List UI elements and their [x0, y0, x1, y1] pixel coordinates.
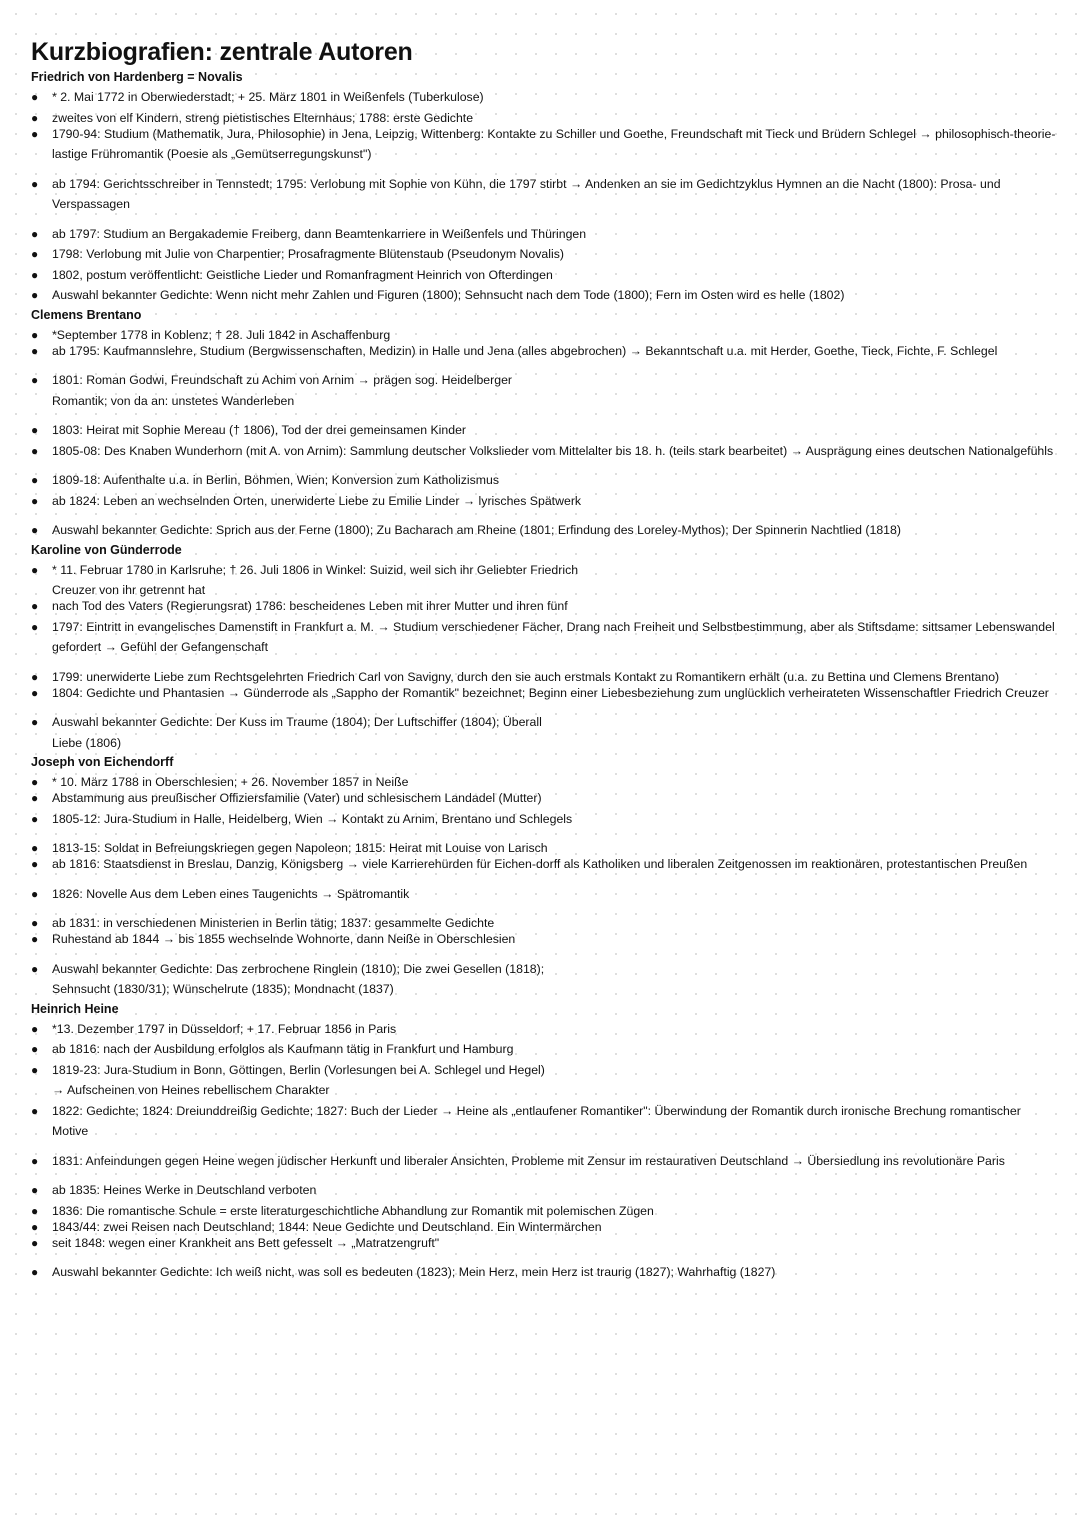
- list-item-text: 1803: Heirat mit Sophie Mereau († 1806), Tod der drei gemeinsamen Kinder: [52, 423, 466, 437]
- bullet-icon: ●: [31, 857, 39, 871]
- list-item-text: seit 1848: wegen einer Krankheit ans Bett gefesselt → „Matratzengruft": [52, 1235, 440, 1250]
- bullet-icon: ●: [31, 791, 39, 805]
- bullet-icon: ●: [31, 1062, 39, 1077]
- list-item: [31, 1180, 1056, 1201]
- list-item: [31, 1080, 1056, 1101]
- list-item: [31, 1262, 1056, 1283]
- bullet-icon: ●: [31, 1203, 39, 1218]
- list-item-text: *September 1778 in Koblenz; † 28. Juli 1842 in Aschaffenburg: [52, 327, 391, 342]
- bullet-icon: ●: [31, 443, 39, 458]
- list-item-text: ab 1794: Gerichtsschreiber in Tennstedt; 1795: Verlobung mit Sophie von Kühn, die 1797 stirbt → Andenken an sie im Gedichtzyklus Hymnen an die Nacht (1800): Prosa- und Verspassagen: [52, 176, 1001, 211]
- list-item: [31, 884, 1056, 905]
- list-item: [31, 733, 1056, 754]
- list-item-text: → Aufscheinen von Heines rebellischem Charakter: [52, 1083, 330, 1097]
- bullet-icon: ●: [31, 685, 39, 700]
- list-item: [31, 1151, 1056, 1172]
- list-item: [31, 370, 1056, 391]
- list-item-text: 1805-08: Des Knaben Wunderhorn (mit A. von Arnim): Sammlung deutscher Volkslieder vom Mittelalter bis 18. h. (teils stark bearbeitet) → Ausprägung eines deutschen Nationalgefühls: [52, 443, 1054, 458]
- list-item-text: Romantik; von da an: unstetes Wanderleben: [52, 393, 295, 408]
- author-heading: Friedrich von Hardenberg = Novalis: [31, 70, 243, 84]
- list-item: [31, 265, 1056, 286]
- bullet-icon: ●: [31, 886, 39, 901]
- list-item-text: Creuzer von ihr getrennt hat: [52, 583, 206, 597]
- bullet-icon: ●: [31, 1021, 39, 1036]
- list-item-text: * 11. Februar 1780 in Karlsruhe; † 26. Juli 1806 in Winkel: Suizid, weil sich ihr Geliebter Friedrich: [52, 562, 579, 577]
- biography-list: [31, 325, 1056, 541]
- bullet-icon: ●: [31, 288, 39, 302]
- list-item-text: 1790-94: Studium (Mathematik, Jura, Philosophie) in Jena, Leipzig, Wittenberg: Kontakte zu Schiller und Goethe, Freundschaft mit Tieck und Brüdern Schlegel → philosophisch-theorie-lastige Frühromantik (Poesie als „Gemütserregungskunst"): [52, 126, 1056, 161]
- list-item-text: ab 1831: in verschiedenen Ministerien in Berlin tätig; 1837: gesammelte Gedichte: [52, 916, 495, 930]
- list-item: [31, 285, 1056, 306]
- bullet-icon: ●: [31, 775, 39, 789]
- list-item: [31, 979, 1056, 1000]
- list-item-text: * 2. Mai 1772 in Oberwiederstadt; + 25. März 1801 in Weißenfels (Tuberkulose): [52, 90, 484, 104]
- list-item-text: Auswahl bekannter Gedichte: Sprich aus der Ferne (1800); Zu Bacharach am Rheine (1801; Erfindung des Loreley-Mythos); Der Spinnerin Nachtlied (1818): [52, 523, 901, 537]
- list-item: [31, 1060, 1056, 1081]
- bullet-icon: ●: [31, 90, 39, 104]
- author-heading: Joseph von Eichendorff: [31, 755, 174, 769]
- bullet-icon: ●: [31, 110, 39, 125]
- bullet-icon: ●: [31, 669, 39, 684]
- list-item-text: 1804: Gedichte und Phantasien → Günderrode als „Sappho der Romantik" bezeichnet; Beginn einer Liebesbeziehung zum unglücklich verheirateten Wissenschaftler Friedrich Creuzer: [52, 685, 1049, 700]
- bullet-icon: ●: [31, 562, 39, 577]
- list-item-text: 1809-18: Aufenthalte u.a. in Berlin, Böhmen, Wien; Konversion zum Katholizismus: [52, 473, 500, 487]
- bullet-icon: ●: [31, 1265, 39, 1279]
- list-item: [31, 1233, 1056, 1254]
- bullet-icon: ●: [31, 267, 39, 282]
- bullet-icon: ●: [31, 715, 39, 729]
- list-item-text: ab 1797: Studium an Bergakademie Freiberg, dann Beamtenkarriere in Weißenfels und Thüringen: [52, 226, 587, 241]
- list-item-text: ab 1816: nach der Ausbildung erfolglos als Kaufmann tätig in Frankfurt und Hamburg: [52, 1042, 514, 1056]
- list-item-text: 1798: Verlobung mit Julie von Charpentier; Prosafragmente Blütenstaub (Pseudonym Novalis): [52, 247, 564, 261]
- list-item: [31, 854, 1056, 875]
- list-item: [31, 959, 1056, 980]
- list-item: [31, 1019, 1056, 1040]
- biography-list: [31, 1019, 1056, 1283]
- list-item-text: Auswahl bekannter Gedichte: Das zerbrochene Ringlein (1810); Die zwei Gesellen (1818);: [52, 961, 545, 976]
- list-item-text: Auswahl bekannter Gedichte: Ich weiß nicht, was soll es bedeuten (1823); Mein Herz, mein Herz ist traurig (1827); Wahrhaftig (1827): [52, 1265, 776, 1279]
- biography-list: [31, 87, 1056, 306]
- list-item-text: zweites von elf Kindern, streng pietistisches Elternhaus; 1788: erste Gedichte: [52, 110, 474, 125]
- list-item: [31, 617, 1056, 658]
- bullet-icon: ●: [31, 126, 39, 141]
- list-item-text: Abstammung aus preußischer Offiziersfamilie (Vater) und schlesischem Landadel (Mutter): [52, 791, 542, 805]
- bullet-icon: ●: [31, 932, 39, 946]
- list-item-text: ab 1824: Leben an wechselnden Orten, unerwiderte Liebe zu Emilie Linder → lyrisches Spätwerk: [52, 493, 582, 508]
- list-item: [31, 174, 1056, 215]
- list-item-text: 1797: Eintritt in evangelisches Damenstift in Frankfurt a. M. → Studium verschiedener Fächer, Drang nach Freiheit und Selbstbestimmung, aber als Stiftsdame: sittsamer Lebenswandel gefordert → Gefühl der Gefangenschaft: [52, 619, 1055, 654]
- list-item: [31, 420, 1056, 441]
- list-item: [31, 224, 1056, 245]
- bullet-icon: ●: [31, 523, 39, 537]
- list-item-text: Auswahl bekannter Gedichte: Der Kuss im Traume (1804); Der Luftschiffer (1804); Überall: [52, 715, 542, 729]
- bullet-icon: ●: [31, 327, 39, 342]
- list-item: [31, 712, 1056, 733]
- author-heading: Heinrich Heine: [31, 1001, 119, 1016]
- list-item-text: 1843/44: zwei Reisen nach Deutschland; 1844: Neue Gedichte und Deutschland. Ein Wintermärchen: [52, 1219, 602, 1234]
- author-sections: [31, 68, 1056, 1283]
- list-item-text: 1819-23: Jura-Studium in Bonn, Göttingen, Berlin (Vorlesungen bei A. Schlegel und Hegel): [52, 1062, 545, 1077]
- bullet-icon: ●: [31, 1219, 39, 1234]
- bullet-icon: ●: [31, 1042, 39, 1056]
- bullet-icon: ●: [31, 226, 39, 241]
- biography-list: [31, 772, 1056, 1000]
- list-item-text: ab 1835: Heines Werke in Deutschland verboten: [52, 1183, 317, 1197]
- list-item: [31, 596, 1056, 617]
- bullet-icon: ●: [31, 176, 39, 191]
- bullet-icon: ●: [31, 1183, 39, 1197]
- list-item: [31, 244, 1056, 265]
- bullet-icon: ●: [31, 1235, 39, 1250]
- list-item-text: 1802, postum veröffentlicht: Geistliche Lieder und Romanfragment Heinrich von Ofterdingen: [52, 267, 553, 282]
- list-item: [31, 1101, 1056, 1142]
- list-item-text: 1822: Gedichte; 1824: Dreiunddreißig Gedichte; 1827: Buch der Lieder → Heine als „entlaufener Romantiker": Überwindung der Romantik durch ironische Brechung romantischer Motive: [52, 1103, 1021, 1138]
- list-item-text: 1805-12: Jura-Studium in Halle, Heidelberg, Wien → Kontakt zu Arnim, Brentano und Schlegels: [52, 811, 573, 826]
- list-item: [31, 788, 1056, 809]
- bullet-icon: ●: [31, 841, 39, 855]
- list-item: [31, 491, 1056, 512]
- list-item: [31, 124, 1056, 165]
- bullet-icon: ●: [31, 1103, 39, 1118]
- list-item: [31, 560, 1056, 581]
- biography-list: [31, 560, 1056, 754]
- bullet-icon: ●: [31, 343, 39, 358]
- list-item-text: Auswahl bekannter Gedichte: Wenn nicht mehr Zahlen und Figuren (1800); Sehnsucht nach dem Tode (1800); Fern im Osten wird es helle (1802): [52, 288, 845, 302]
- list-item-text: nach Tod des Vaters (Regierungsrat) 1786: bescheidenes Leben mit ihrer Mutter und ihren fünf: [52, 599, 568, 613]
- bullet-icon: ●: [31, 1153, 39, 1168]
- list-item: [31, 683, 1056, 704]
- list-item-text: 1836: Die romantische Schule = erste literaturgeschichtliche Abhandlung zur Romantik mit polemischen Zügen: [52, 1203, 654, 1218]
- list-item-text: 1831: Anfeindungen gegen Heine wegen jüdischer Herkunft und liberaler Ansichten, Probleme mit Zensur im restaurativen Deutschland → Übersiedlung ins revolutionäre Paris: [52, 1153, 1005, 1168]
- bullet-icon: ●: [31, 961, 39, 976]
- bullet-icon: ●: [31, 493, 39, 508]
- list-item-text: * 10. März 1788 in Oberschlesien; + 26. November 1857 in Neiße: [52, 775, 409, 789]
- bullet-icon: ●: [31, 373, 39, 387]
- bullet-icon: ●: [31, 619, 39, 634]
- bullet-icon: ●: [31, 916, 39, 930]
- list-item-text: 1813-15: Soldat in Befreiungskriegen gegen Napoleon; 1815: Heirat mit Louise von Larisch: [52, 841, 548, 855]
- list-item: [31, 441, 1056, 462]
- author-heading: Karoline von Günderrode: [31, 542, 182, 557]
- document-page: [31, 36, 1056, 1283]
- list-item-text: ab 1795: Kaufmannslehre, Studium (Bergwissenschaften, Medizin) in Halle und Jena (alles abgebrochen) → Bekanntschaft u.a. mit Herder, Goethe, Tieck, Fichte, F. Schlegel: [52, 343, 998, 358]
- list-item: [31, 520, 1056, 541]
- list-item-text: Liebe (1806): [52, 735, 122, 750]
- list-item: [31, 391, 1056, 412]
- list-item: [31, 470, 1056, 491]
- author-heading: Clemens Brentano: [31, 307, 142, 322]
- list-item-text: *13. Dezember 1797 in Düsseldorf; + 17. Februar 1856 in Paris: [52, 1021, 397, 1036]
- bullet-icon: ●: [31, 247, 39, 261]
- bullet-icon: ●: [31, 811, 39, 826]
- list-item-text: 1826: Novelle Aus dem Leben eines Taugenichts → Spätromantik: [52, 886, 410, 901]
- list-item: [31, 809, 1056, 830]
- list-item-text: 1799: unerwiderte Liebe zum Rechtsgelehrten Friedrich Carl von Savigny, durch den sie auch erstmals Kontakt zu Romantikern erhält (u.a. zu Bettina und Clemens Brentano): [52, 669, 1000, 684]
- bullet-icon: ●: [31, 423, 39, 437]
- list-item: [31, 929, 1056, 950]
- bullet-icon: ●: [31, 473, 39, 487]
- list-item-text: 1801: Roman Godwi, Freundschaft zu Achim von Arnim → prägen sog. Heidelberger: [52, 373, 513, 387]
- bullet-icon: ●: [31, 599, 39, 613]
- page-title: Kurzbiografien: zentrale Autoren: [31, 38, 413, 66]
- list-item-text: Sehnsucht (1830/31); Wünschelrute (1835); Mondnacht (1837): [52, 982, 394, 996]
- list-item-text: Ruhestand ab 1844 → bis 1855 wechselnde Wohnorte, dann Neiße in Oberschlesien: [52, 932, 516, 946]
- list-item: [31, 1039, 1056, 1060]
- list-item-text: ab 1816: Staatsdienst in Breslau, Danzig, Königsberg → viele Karrierehürden für Eichen-dorff als Katholiken und liberalen Zeitgenossen im reaktionären, protestantischen Preußen: [52, 857, 1028, 871]
- list-item: [31, 341, 1056, 362]
- list-item: [31, 87, 1056, 108]
